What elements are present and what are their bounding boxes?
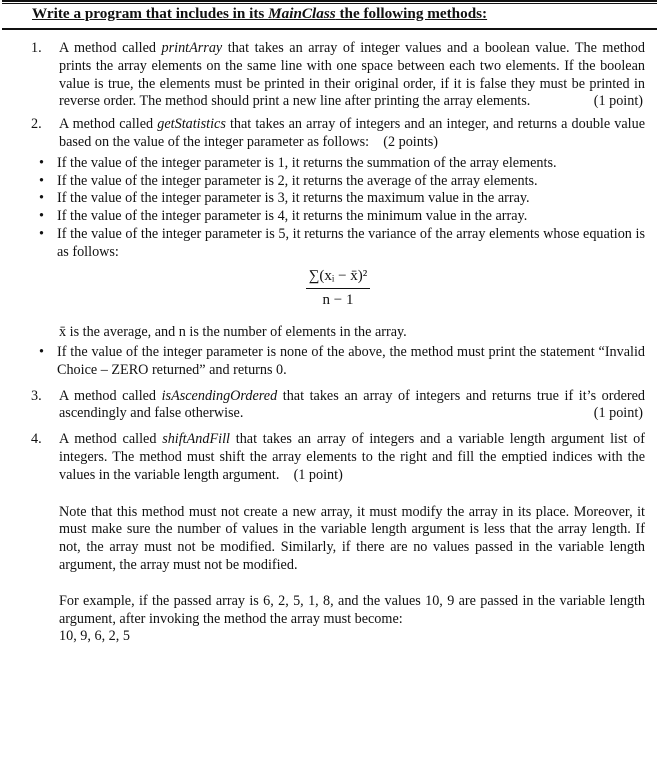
formula-denominator: n − 1: [322, 292, 354, 309]
formula-note: x̄ is the average, and n is the number of elements in the array.: [59, 324, 407, 341]
item-points: (2 points): [383, 133, 439, 150]
item-body: [59, 116, 645, 152]
heading-part-a: Write a program that includes in its: [32, 5, 269, 22]
item-prefix: A method called: [59, 40, 162, 56]
formula-numerator: ∑(xᵢ − x̄)²: [306, 268, 371, 290]
item-number: 3.: [31, 387, 42, 404]
shift-example: For example, if the passed array is 6, 2, 5, 1, 8, and the values 10, 9 are passed in the variable length argument, after invoking the method the array must become:: [59, 592, 645, 627]
method-name: isAscendingOrdered: [161, 387, 278, 404]
heading-rule: [2, 28, 657, 30]
method-name: shiftAndFill: [162, 431, 230, 448]
item-points: (1 point): [593, 93, 643, 110]
method-list: [31, 40, 645, 646]
method-name: printArray: [161, 40, 223, 56]
statistics-bullets: [37, 155, 645, 262]
item-text: that takes an array of integers and a variable length argument list of integers. The method must shift the array elements to the right and fill the emptied indices with the values in the variable length argument.: [59, 431, 645, 483]
item-text: that takes an array of integers and an integer, and returns a double value based on the value of the integer parameter as follows:: [59, 116, 645, 150]
item-number: 4.: [31, 431, 42, 448]
shift-note: Note that this method must not create a new array, it must modify the array in its place. Moreover, it must make sure the number of values in the variable length argument is less that the array length. If not, the array must not be modified. Similarly, if there are no values passed in the variable length argument, the array must not be modified.: [59, 503, 645, 573]
top-rule-inner: [2, 3, 657, 4]
variance-formula: [31, 268, 645, 311]
bullet-item: • If the value of the integer parameter is 4, it returns the minimum value in the array.: [39, 208, 528, 225]
item-text: that takes an array of integer values and a boolean value. The method prints the array elements on the same line with one space between each two elements. If the boolean value is true, the elements must be printed in their original order, if it is false they must be printed in reverse order. The method should print a new line after printing the array elements.: [59, 40, 645, 110]
item-body: [59, 40, 645, 111]
bullet-item: • If the value of the integer parameter is none of the above, the method must print the statement “Invalid Choice – ZERO returned” and returns 0.: [39, 343, 645, 378]
item-body: [59, 431, 645, 646]
page-heading: [32, 5, 487, 23]
item-points: (1 point): [593, 405, 643, 422]
shift-example-result: 10, 9, 6, 2, 5: [59, 628, 130, 645]
method-name: getStatistics: [157, 116, 226, 133]
list-item-2: [31, 116, 645, 152]
list-item-4: [31, 431, 645, 646]
bullet-item: • If the value of the integer parameter is 3, it returns the maximum value in the array.: [39, 190, 530, 207]
item-prefix: A method called: [59, 387, 162, 404]
heading-class-name: MainClass: [268, 5, 336, 22]
bullet-item: • If the value of the integer parameter is 2, it returns the average of the array elements.: [39, 172, 538, 189]
top-rule: [2, 0, 657, 2]
list-item-1: [31, 40, 645, 111]
item-points: (1 point): [293, 466, 343, 483]
item-number: 1.: [31, 40, 42, 56]
item-prefix: A method called: [59, 116, 158, 133]
item-body: [59, 388, 645, 424]
list-item-3: [31, 388, 645, 424]
bullet-item: • If the value of the integer parameter is 5, it returns the variance of the array elements whose equation is as follows:: [39, 225, 645, 260]
statistics-bullets-last: [37, 344, 645, 380]
item-text: that takes an array of integers and returns true if it’s ordered ascendingly and false otherwise.: [59, 387, 645, 422]
heading-part-c: the following methods:: [335, 5, 488, 22]
bullet-item: • If the value of the integer parameter is 1, it returns the summation of the array elements.: [39, 154, 557, 171]
item-prefix: A method called: [59, 431, 163, 448]
item-number: 2.: [31, 116, 42, 133]
